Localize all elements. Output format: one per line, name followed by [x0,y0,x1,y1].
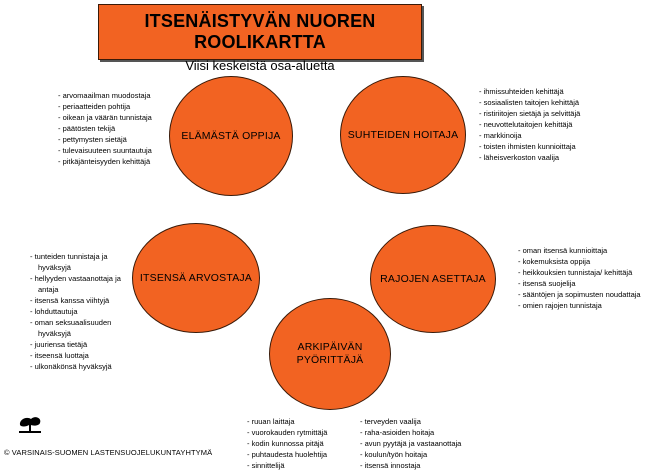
page-subtitle: Viisi keskeistä osa-aluetta [185,58,335,73]
list-item: - sääntöjen ja sopimusten noudattaja [518,289,650,300]
list-item: - itsensä suojelija [518,278,650,289]
copyright-footer: © VARSINAIS-SUOMEN LASTENSUOJELUKUNTAYHTYMÄ [4,448,213,457]
role-ellipse-suhteiden-hoitaja [340,76,466,194]
list-item: - itsensä kanssa viihtyjä [30,295,142,306]
page-title: ITSENÄISTYVÄN NUOREN ROOLIKARTTA [144,11,376,52]
title-box [98,4,422,73]
role-label: SUHTEIDEN HOITAJA [347,129,459,141]
list-item: - itsensä innostaja [360,460,500,471]
list-item: - oikean ja väärän tunnistaja [58,112,178,123]
role-list-elamasta-oppija [58,90,178,167]
list-item: - tunteiden tunnistaja ja hyväksyjä [30,251,142,273]
list-item: - ulkonäkönsä hyväksyjä [30,361,142,372]
role-label: ITSENSÄ ARVOSTAJA [139,272,253,284]
list-item: - läheisverkoston vaalija [479,152,629,163]
list-item: - ihmissuhteiden kehittäjä [479,86,629,97]
list-item: - omien rajojen tunnistaja [518,300,650,311]
list-item: - neuvottelutaitojen kehittäjä [479,119,629,130]
list-item: - pitkäjänteisyyden kehittäjä [58,156,178,167]
list-item: - itseensä luottaja [30,350,142,361]
list-item: - lohduttautuja [30,306,142,317]
list-item: - vuorokauden rytmittäjä [247,427,351,438]
list-item: - oman itsensä kunnioittaja [518,245,650,256]
list-item: - terveyden vaalija [360,416,500,427]
role-ellipse-rajojen-asettaja [370,225,496,333]
list-item: - ristiriitojen sietäjä ja selvittäjä [479,108,629,119]
list-item: - hellyyden vastaanottaja ja antaja [30,273,142,295]
role-ellipse-itsensa-arvostaja [132,223,260,333]
list-item: - puhtaudesta huolehtija [247,449,351,460]
list-item: - markkinoija [479,130,629,141]
role-list-arkipaivan-pyorittaja-left [247,416,351,471]
list-item: - heikkouksien tunnistaja/ kehittäjä [518,267,650,278]
role-ellipse-arkipaivan-pyorittaja [269,298,391,410]
list-item: - koulun/työn hoitaja [360,449,500,460]
list-item: - sinnittelijä [247,460,351,471]
role-list-arkipaivan-pyorittaja-right [360,416,500,471]
role-label: ELÄMÄSTÄ OPPIJA [181,130,281,142]
tree-logo-icon [18,414,42,434]
list-item: - oman seksuaalisuuden hyväksyjä [30,317,142,339]
role-label: RAJOJEN ASETTAJA [380,273,486,285]
list-item: - arvomaailman muodostaja [58,90,178,101]
list-item: - tulevaisuuteen suuntautuja [58,145,178,156]
list-item: - kodin kunnossa pitäjä [247,438,351,449]
list-item: - raha-asioiden hoitaja [360,427,500,438]
role-label: ARKIPÄIVÄN PYÖRITTÄJÄ [296,341,364,366]
list-item: - sosiaalisten taitojen kehittäjä [479,97,629,108]
list-item: - juuriensa tietäjä [30,339,142,350]
list-item: - ruuan laittaja [247,416,351,427]
role-list-itsensa-arvostaja [30,251,142,372]
list-item: - kokemuksista oppija [518,256,650,267]
role-list-rajojen-asettaja [518,245,650,311]
list-item: - avun pyytäjä ja vastaanottaja [360,438,500,449]
list-item: - päätösten tekijä [58,123,178,134]
list-item: - pettymysten sietäjä [58,134,178,145]
list-item: - periaatteiden pohtija [58,101,178,112]
role-ellipse-elamasta-oppija [169,76,293,196]
role-list-suhteiden-hoitaja [479,86,629,163]
list-item: - toisten ihmisten kunnioittaja [479,141,629,152]
